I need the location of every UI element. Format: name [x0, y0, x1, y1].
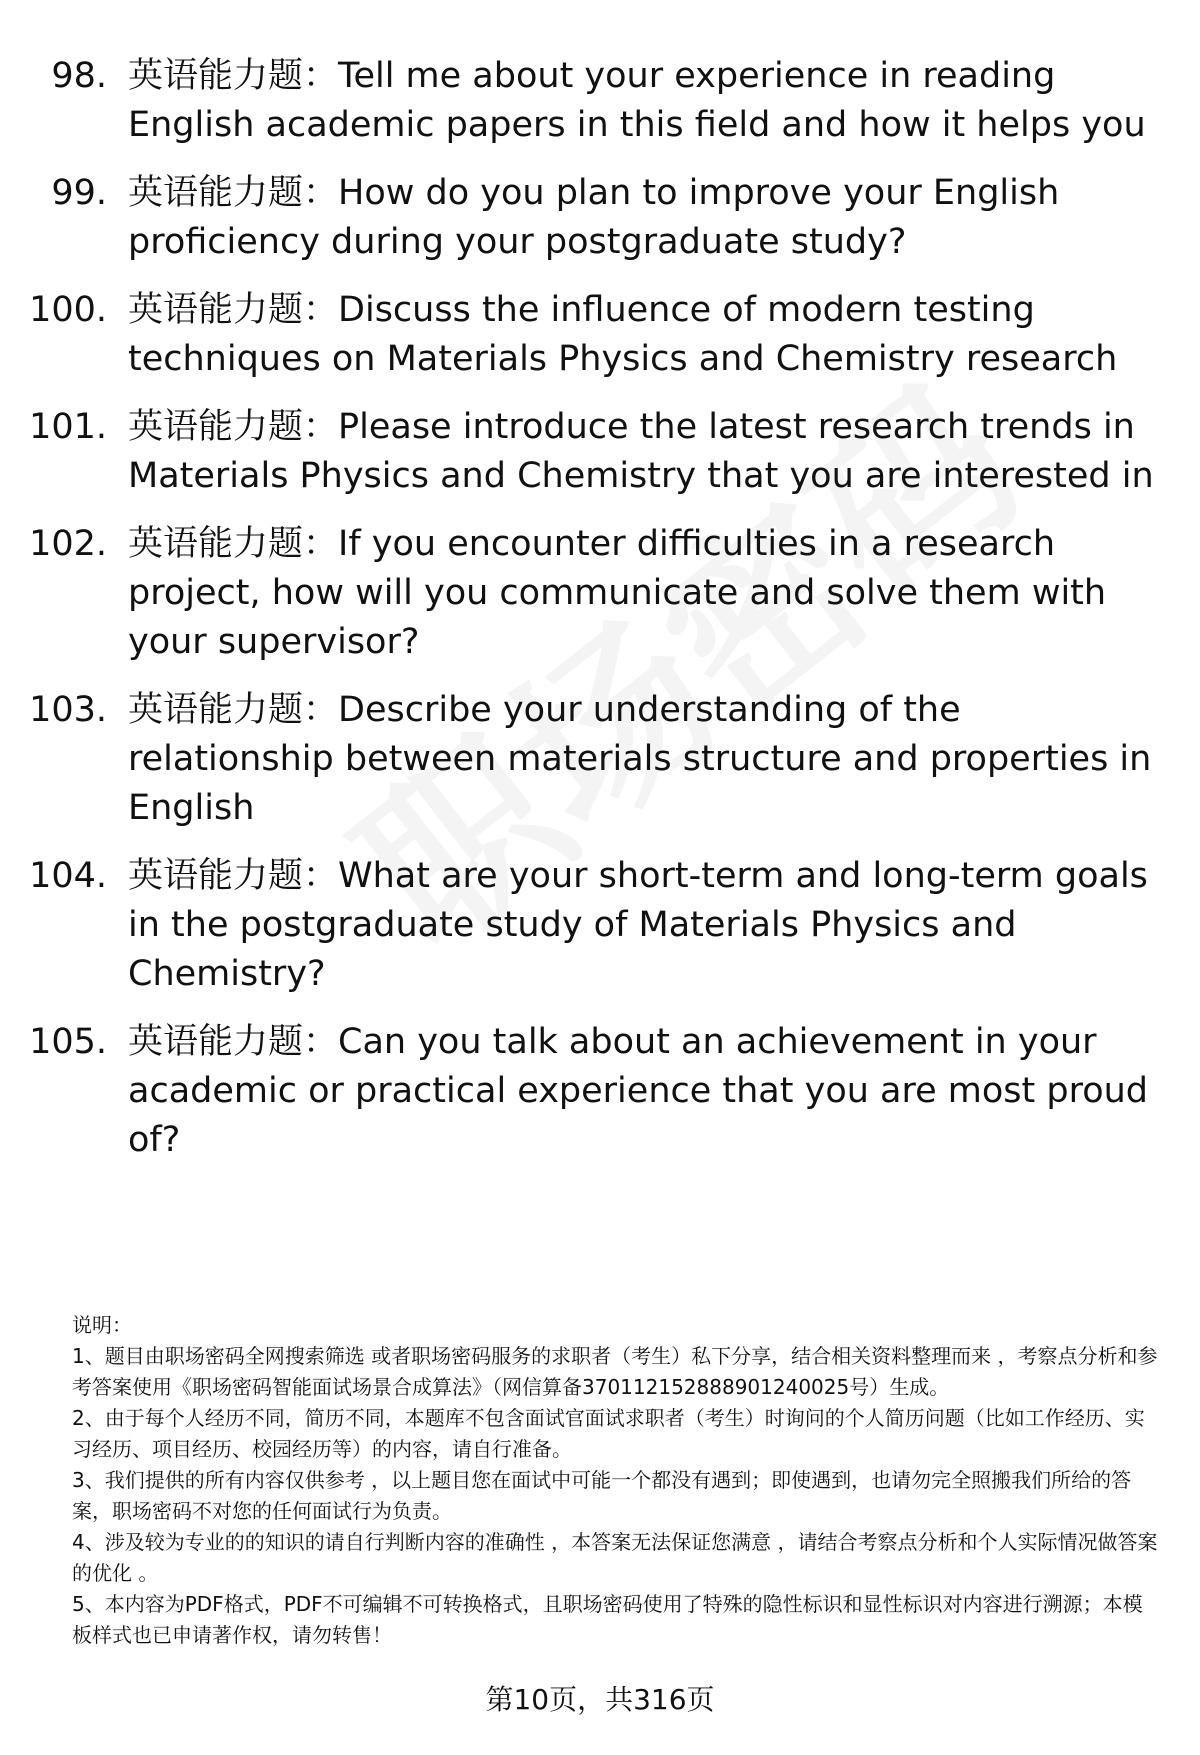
note-item: 5、本内容为PDF格式，PDF不可编辑不可转换格式，且职场密码使用了特殊的隐性标识和显性标识对内容进行溯源；本模板样式也已申请著作权，请勿转售！: [72, 1592, 1143, 1647]
page-number: 第10页，共316页: [485, 1683, 715, 1716]
question-text: Please introduce the latest research trends in Materials Physics and Chemistry that you are interested in: [128, 407, 1154, 496]
question-item: [0, 286, 1200, 384]
question-text: Discuss the influence of modern testing techniques on Materials Physics and Chemistry research: [128, 290, 1118, 379]
question-category: 英语能力题：: [128, 1022, 339, 1062]
notes-heading: 说明：: [72, 1313, 132, 1337]
question-number: 103.: [29, 690, 107, 730]
question-number: 100.: [29, 290, 107, 330]
question-number: 99.: [51, 173, 107, 213]
question-number: 105.: [29, 1022, 107, 1062]
question-text: What are your short-term and long-term goals in the postgraduate study of Materials Physics and Chemistry?: [128, 856, 1148, 994]
question-text-wrap: [128, 169, 1170, 267]
note-item: 2、由于每个人经历不同，简历不同，本题库不包含面试官面试求职者（考生）时询问的个人简历问题（比如工作经历、实习经历、项目经历、校园经历等）的内容，请自行准备。: [72, 1406, 1145, 1461]
question-text: If you encounter difficulties in a research project, how will you communicate and solve them with your supervisor?: [128, 524, 1107, 662]
question-item: [0, 403, 1200, 501]
question-text: Describe your understanding of the relationship between materials structure and properties in English: [128, 690, 1152, 828]
question-number: 98.: [51, 56, 107, 96]
question-text: How do you plan to improve your English proficiency during your postgraduate study?: [128, 173, 1060, 262]
question-text-wrap: [128, 852, 1170, 999]
question-item: [0, 1018, 1200, 1165]
question-number: 102.: [29, 524, 107, 564]
question-number: 104.: [29, 856, 107, 896]
question-text-wrap: [128, 686, 1170, 833]
question-item: [0, 52, 1200, 150]
note-item: 3、我们提供的所有内容仅供参考 ，以上题目您在面试中可能一个都没有遇到；即使遇到，也请勿完全照搬我们所给的答案，职场密码不对您的任何面试行为负责。: [72, 1468, 1132, 1523]
question-category: 英语能力题：: [128, 407, 339, 447]
question-list: [0, 52, 1200, 1165]
question-text: Tell me about your experience in reading English academic papers in this field and how it helps you: [128, 56, 1146, 145]
question-text-wrap: [128, 403, 1170, 501]
question-text-wrap: [128, 52, 1170, 150]
question-item: [0, 852, 1200, 999]
question-category: 英语能力题：: [128, 524, 339, 564]
question-category: 英语能力题：: [128, 173, 339, 213]
question-item: [0, 520, 1200, 667]
question-item: [0, 686, 1200, 833]
note-item: 4、涉及较为专业的的知识的请自行判断内容的准确性 ，本答案无法保证您满意 ，请结合考察点分析和个人实际情况做答案的优化 。: [72, 1530, 1158, 1585]
note-item: 1、题目由职场密码全网搜索筛选 或者职场密码服务的求职者（考生）私下分享，结合相关资料整理而来 ，考察点分析和参考答案使用《职场密码智能面试场景合成算法》（网信算备370112152888901240025号）生成。: [72, 1344, 1158, 1399]
question-item: [0, 169, 1200, 267]
question-text-wrap: [128, 520, 1170, 667]
question-text-wrap: [128, 286, 1170, 384]
question-category: 英语能力题：: [128, 56, 339, 96]
question-number: 101.: [29, 407, 107, 447]
question-text: Can you talk about an achievement in your academic or practical experience that you are most proud of?: [128, 1022, 1149, 1160]
question-text-wrap: [128, 1018, 1170, 1165]
notes-section: [72, 1310, 1162, 1651]
question-category: 英语能力题：: [128, 856, 339, 896]
question-category: 英语能力题：: [128, 690, 339, 730]
question-category: 英语能力题：: [128, 290, 339, 330]
